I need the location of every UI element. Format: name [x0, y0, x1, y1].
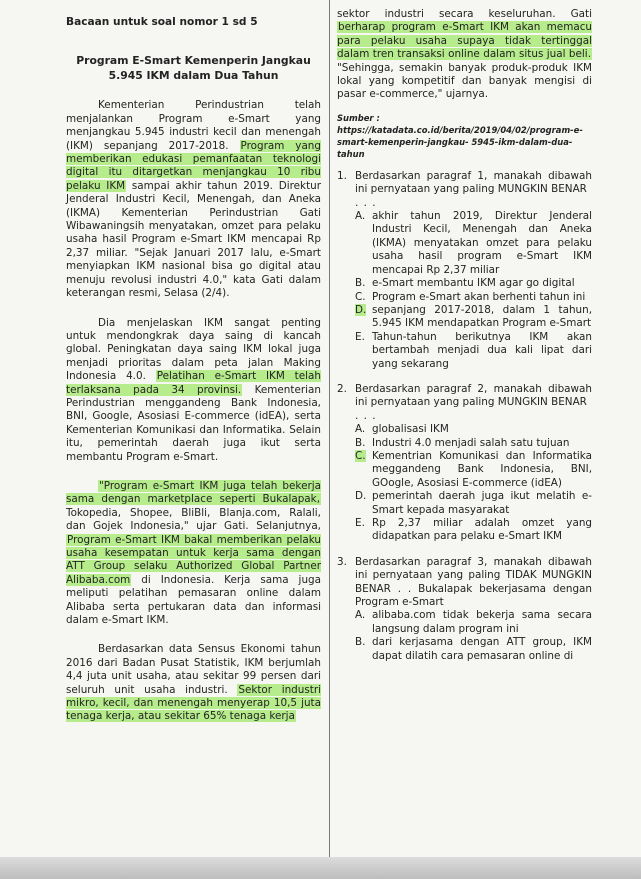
- option-a[interactable]: A. akhir tahun 2019, Direktur Jenderal Industri Kecil, Menengah dan Aneka (IKMA) menyatakan omzet para pelaku usaha hasil program e-Smart IKM mencapai Rp 2,37 miliar: [355, 210, 592, 276]
- question-3: [337, 556, 592, 663]
- page-bottom-edge: [0, 857, 641, 879]
- option-d[interactable]: D. pemerintah daerah juga ikut melatih e-Smart kepada masyarakat: [355, 490, 592, 516]
- question-1: [337, 170, 592, 371]
- paragraph-3: "Program e-Smart IKM juga telah bekerja sama dengan marketplace seperti Bukalapak, Tokopedia, Shopee, BliBli, Blanja.com, Ralali, dan Gojek Indonesia," ujar Gati. Selanjutnya, Program e-Smart IKM bakal memberikan pelaku usaha kesempatan untuk kerja sama dengan ATT Group selaku Authorized Global Partner Alibaba.com di Indonesia. Kerja sama juga meliputi pelatihan pemasaran online dalam Alibaba serta pertukaran data dan informasi dalam e-Smart IKM.: [66, 479, 321, 627]
- reading-passage: [66, 0, 321, 724]
- option-b[interactable]: B. dari kerjasama dengan ATT group, IKM dapat dilatih cara pemasaran online di: [355, 636, 592, 662]
- answer-mark: D.: [355, 303, 367, 316]
- column-divider: [329, 0, 330, 858]
- option-e[interactable]: E. Rp 2,37 miliar adalah omzet yang didapatkan para pelaku e-Smart IKM: [355, 517, 592, 543]
- question-number: 1.: [337, 169, 347, 182]
- option-a[interactable]: A. globalisasi IKM: [355, 423, 449, 436]
- paragraph-2: Dia menjelaskan IKM sangat penting untuk mendongkrak daya saing di kancah global. Peningkatan daya saing IKM lokal juga menjadi prioritas dalam peta jalan Making Indonesia 4.0. Pelatihan e-Smart IKM telah terlaksana pada 34 provinsi. Kementerian Perindustrian menggandeng Bank Indonesia, BNI, Google, Asosiasi E-commerce (idEA), serta Kementerian Komunikasi dan Informatika. Selain itu, pemerintah daerah juga ikut serta membantu Program e-Smart.: [66, 316, 321, 463]
- question-stem: Berdasarkan paragraf 1, manakah dibawah ini pernyataan yang paling MUNGKIN BENAR: [355, 169, 592, 196]
- option-a[interactable]: A. alibaba.com tidak bekerja sama secara langsung dalam program ini: [355, 609, 592, 635]
- question-dots: . . .: [355, 196, 377, 209]
- highlight: berharap program e-Smart IKM akan memacu para pelaku usaha supaya tidak tertinggal dalam tren transaksi online dalam situs jual beli.: [337, 21, 592, 61]
- option-c[interactable]: C. Program e-Smart akan berhenti tahun ini: [355, 290, 586, 303]
- source-label: Sumber :: [337, 112, 380, 123]
- paragraph-4: Berdasarkan data Sensus Ekonomi tahun 2016 dari Badan Pusat Statistik, IKM berjumlah 4,4 juta unit usaha, atau sekitar 99 persen dari seluruh unit usaha industri. Sektor industri mikro, kecil, dan menengah menyerap 10,5 juta tenaga kerja, atau sekitar 65% tenaga kerja: [66, 643, 321, 723]
- option-b[interactable]: B. e-Smart membantu IKM agar go digital: [355, 277, 575, 290]
- question-number: 2.: [337, 382, 347, 395]
- highlight: "Program e-Smart IKM juga telah bekerja sama dengan marketplace seperti Bukalapak,: [66, 479, 321, 506]
- source-citation: [337, 112, 592, 160]
- article-title: Program E-Smart Kemenperin Jangkau 5.945 IKM dalam Dua Tahun: [76, 54, 311, 83]
- passage-header: Bacaan untuk soal nomor 1 sd 5: [66, 16, 258, 28]
- option-d[interactable]: D. sepanjang 2017-2018, dalam 1 tahun, 5.945 IKM mendapatkan Program e-Smart: [355, 303, 592, 330]
- highlight: Pelatihan e-Smart IKM telah terlaksana pada 34 provinsi.: [66, 370, 321, 396]
- option-e[interactable]: E. Tahun-tahun berikutnya IKM akan bertambah menjadi dua kali lipat dari yang sekarang: [355, 330, 592, 370]
- question-stem: Berdasarkan paragraf 3, manakah dibawah ini pernyataan yang paling TIDAK MUNGKIN BENAR . . Bukalapak bekerjasama dengan Program e-Smart: [355, 555, 592, 609]
- paragraph-1: Kementerian Perindustrian telah menjalankan Program e-Smart yang menjangkau 5.945 industri kecil dan menengah (IKM) sepanjang 2017-2018. Program yang memberikan edukasi pemanfaatan teknologi digital itu ditargetkan menjangkau 10 ribu pelaku IKM sampai akhir tahun 2019. Direktur Jenderal Industri Kecil, Menengah, dan Aneka (IKMA) Kementerian Perindustrian Gati Wibawaningsih menyatakan, omzet para pelaku usaha hasil Program e-Smart IKM mencapai Rp 2,37 miliar. "Sejak Januari 2017 lalu, e-Smart menyiapkan IKM nasional bisa go digital atau menuju revolusi industri 4.0," kata Gati dalam keterangan resmi, Selasa (2/4).: [66, 99, 322, 300]
- option-c[interactable]: C. Kementrian Komunikasi dan Informatika meggandeng Bank Indonesia, BNI, GOogle, Asosiasi E-commerce (idEA): [355, 449, 592, 489]
- answer-mark: C.: [355, 449, 366, 462]
- highlight: Program yang memberikan edukasi pemanfaatan teknologi digital itu ditargetkan menjangkau 10 ribu pelaku IKM: [66, 139, 321, 192]
- option-b[interactable]: B. Industri 4.0 menjadi salah satu tujuan: [355, 436, 570, 449]
- highlight: Sektor industri mikro, kecil, dan menengah menyerap 10,5 juta tenaga kerja, atau sekitar 65% tenaga kerja: [66, 683, 321, 723]
- source-url: https://katadata.co.id/berita/2019/04/02/program-e-smart-kemenperin-jangkau- 5945-ikm-dalam-dua-tahun: [337, 124, 583, 159]
- question-stem: Berdasarkan paragraf 2, manakah dibawah ini pernyataan yang paling MUNGKIN BENAR: [355, 382, 592, 409]
- question-number: 3.: [337, 555, 347, 568]
- question-2: [337, 383, 592, 544]
- questions-column: [337, 0, 592, 675]
- paragraph-4-continued: sektor industri secara keseluruhan. Gati berharap program e-Smart IKM akan memacu para pelaku usaha supaya tidak tertinggal dalam tren transaksi online dalam situs jual beli. "Sehingga, semakin banyak produk-produk IKM lokal yang kompetitif dan banyak mengisi di pasar e-commerce," ujarnya.: [337, 8, 592, 101]
- highlight: Program e-Smart IKM bakal memberikan pelaku usaha kesempatan untuk kerja sama dengan ATT Group selaku Authorized Global Partner Alibaba.com: [66, 533, 321, 586]
- question-dots: . . .: [355, 409, 377, 422]
